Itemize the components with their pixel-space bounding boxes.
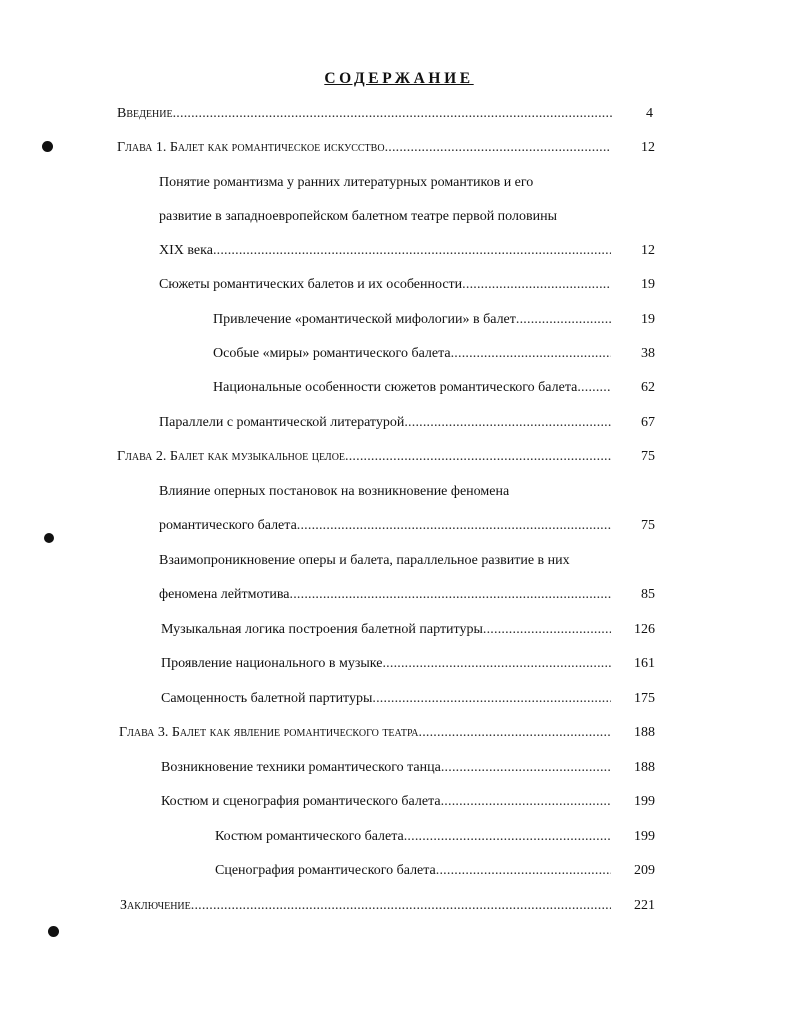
toc-page-number: 19 <box>641 312 655 327</box>
toc-page-number: 12 <box>641 243 655 258</box>
toc-page-number: 199 <box>634 794 655 809</box>
dot-leader <box>372 688 611 710</box>
dot-leader <box>290 584 611 606</box>
toc-entry-title: Проявление национального в музыке <box>161 656 383 671</box>
toc-entry-title: Самоценность балетной партитуры <box>161 691 373 706</box>
toc-page-number: 126 <box>634 622 655 637</box>
toc-page-number: 75 <box>641 449 655 464</box>
dot-leader <box>173 103 613 125</box>
dot-leader <box>382 653 611 675</box>
toc-entry-subsection-3-2-2[interactable] <box>215 860 655 882</box>
toc-entry-title: Параллели с романтической литературой <box>159 415 405 430</box>
toc-entry-subsection-1-2-1[interactable] <box>213 309 655 331</box>
scan-hole-mark <box>44 533 54 543</box>
toc-entry-section-3-2[interactable] <box>161 791 655 813</box>
toc-entry-section-3-1[interactable] <box>161 757 655 779</box>
toc-entry-title: Глава 3. Балет как явление романтического театра <box>119 725 419 740</box>
page-title: СОДЕРЖАНИЕ <box>324 70 474 87</box>
toc-entry-subsection-1-2-2[interactable] <box>213 343 655 365</box>
dot-leader <box>451 343 611 365</box>
dot-leader <box>213 240 611 262</box>
toc-entry-title: Национальные особенности сюжетов романтического балета <box>213 380 578 395</box>
scan-hole-mark <box>48 926 59 937</box>
toc-entry-title: Глава 2. Балет как музыкальное целое <box>117 449 346 464</box>
dot-leader <box>462 274 611 296</box>
toc-entry-title: Костюм романтического балета <box>215 829 404 844</box>
dot-leader <box>441 791 611 813</box>
dot-leader <box>404 826 611 848</box>
toc-entry-conclusion[interactable] <box>120 895 655 917</box>
dot-leader <box>404 412 611 434</box>
toc-entry-title: XIX века <box>159 243 213 258</box>
toc-page-number: 38 <box>641 346 655 361</box>
toc-entry-title: Костюм и сценография романтического балета <box>161 794 441 809</box>
toc-entry-title: Сюжеты романтических балетов и их особенности <box>159 277 463 292</box>
toc-page-number: 12 <box>641 140 655 155</box>
dot-leader <box>516 309 611 331</box>
toc-entry-title: Заключение <box>120 898 191 913</box>
toc-page-number: 67 <box>641 415 655 430</box>
toc-entry-chapter-3[interactable] <box>119 722 655 744</box>
scan-hole-mark <box>42 141 53 152</box>
toc-entry-title: Привлечение «романтической мифологии» в балет <box>213 312 516 327</box>
toc-page-number: 4 <box>646 106 653 121</box>
toc-page-number: 175 <box>634 691 655 706</box>
toc-page-number: 188 <box>634 725 655 740</box>
toc-entry-section-2-2[interactable] <box>159 584 655 606</box>
dot-leader <box>419 722 612 744</box>
toc-entry-section-2-3[interactable] <box>161 619 655 641</box>
toc-entry-line <box>159 481 619 503</box>
toc-page-number: 75 <box>641 518 655 533</box>
toc-entry-section-1-1[interactable] <box>159 240 655 262</box>
toc-entry-line <box>159 550 619 572</box>
toc-entry-section-2-5[interactable] <box>161 688 655 710</box>
dot-leader <box>297 515 611 537</box>
toc-entry-title: Введение <box>117 106 173 121</box>
toc-entry-title: Сценография романтического балета <box>215 863 436 878</box>
dot-leader <box>191 895 611 917</box>
toc-page-number: 19 <box>641 277 655 292</box>
toc-entry-title: феномена лейтмотива <box>159 587 290 602</box>
dot-leader <box>441 757 611 779</box>
toc-entry-title: Взаимопроникновение оперы и балета, параллельное развитие в них <box>159 553 570 568</box>
toc-entry-line <box>159 206 619 228</box>
dot-leader <box>483 619 611 641</box>
toc-entry-title: Особые «миры» романтического балета <box>213 346 451 361</box>
toc-entry-chapter-2[interactable] <box>117 446 655 468</box>
toc-entry-chapter-1[interactable] <box>117 137 655 159</box>
toc-entry-line <box>159 172 619 194</box>
toc-entry-title: развитие в западноевропейском балетном театре первой половины <box>159 209 557 224</box>
toc-entry-section-1-2[interactable] <box>159 274 655 296</box>
toc-entry-subsection-3-2-1[interactable] <box>215 826 655 848</box>
toc-page-number: 199 <box>634 829 655 844</box>
toc-page-number: 221 <box>634 898 655 913</box>
toc-page-number: 161 <box>634 656 655 671</box>
toc-entry-section-2-1[interactable] <box>159 515 655 537</box>
toc-entry-title: романтического балета <box>159 518 297 533</box>
toc-page-number: 209 <box>634 863 655 878</box>
toc-entry-subsection-1-2-3[interactable] <box>213 377 655 399</box>
toc-entry-title: Музыкальная логика построения балетной партитуры <box>161 622 483 637</box>
toc-entry-title: Понятие романтизма у ранних литературных романтиков и его <box>159 175 534 190</box>
toc-page-number: 62 <box>641 380 655 395</box>
dot-leader <box>345 446 611 468</box>
toc-entry-title: Влияние оперных постановок на возникновение феномена <box>159 484 510 499</box>
toc-page-number: 188 <box>634 760 655 775</box>
dot-leader <box>385 137 611 159</box>
dot-leader <box>436 860 611 882</box>
toc-entry-title: Возникновение техники романтического танца <box>161 760 441 775</box>
toc-entry-introduction[interactable] <box>117 103 653 125</box>
toc-entry-section-2-4[interactable] <box>161 653 655 675</box>
toc-page-number: 85 <box>641 587 655 602</box>
toc-entry-section-1-3[interactable] <box>159 412 655 434</box>
dot-leader <box>577 377 611 399</box>
toc-entry-title: Глава 1. Балет как романтическое искусство <box>117 140 385 155</box>
